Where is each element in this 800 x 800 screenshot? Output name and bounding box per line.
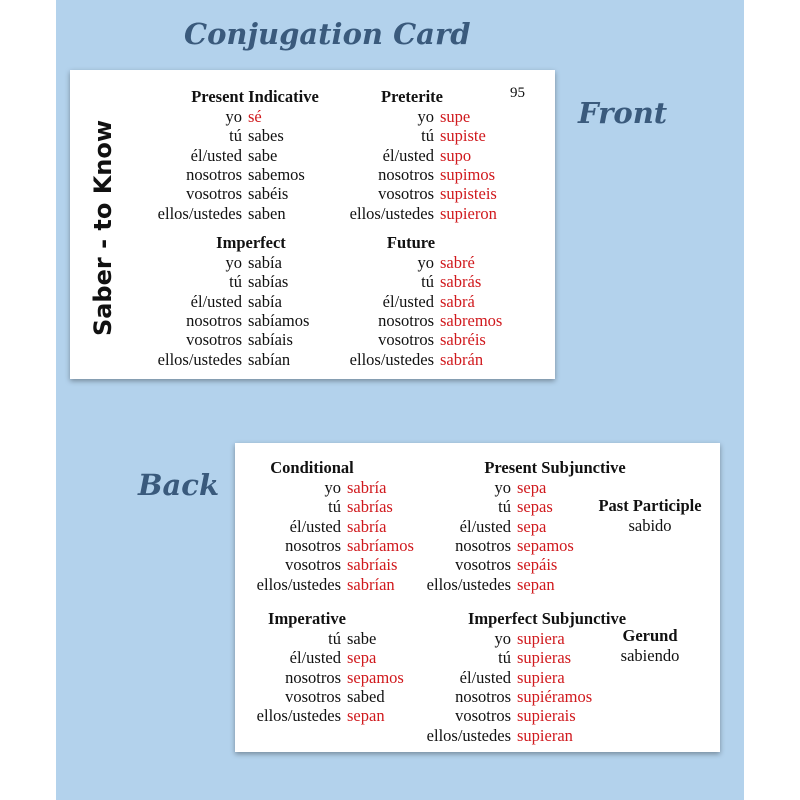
- conjugation-row: [340, 253, 560, 273]
- block-title: Present Indicative: [191, 87, 319, 106]
- past-participle: [590, 496, 710, 536]
- irregular-form: supo: [440, 145, 472, 165]
- irregular-form: sabremos: [440, 310, 503, 330]
- irregular-form: sabrías: [347, 497, 393, 517]
- irregular-form: sepamos: [517, 535, 574, 555]
- conjugation-row: [405, 687, 625, 707]
- irregular-form: supiera: [517, 667, 565, 687]
- gerund: [590, 626, 710, 666]
- conjugation-row: [340, 330, 560, 350]
- block-title: Conditional: [270, 458, 354, 477]
- irregular-form: sepa: [347, 648, 377, 668]
- pronoun: vosotros: [378, 184, 434, 204]
- irregular-form: sabrán: [440, 349, 484, 369]
- irregular-form: supieran: [517, 725, 573, 745]
- conjugation-row: [148, 107, 368, 127]
- regular-form: sabemos: [248, 164, 305, 184]
- pronoun: tú: [229, 272, 242, 292]
- conjugation-row: [148, 272, 368, 292]
- conjugation-row: [340, 292, 560, 312]
- irregular-form: supe: [440, 107, 471, 126]
- pronoun: él/usted: [459, 516, 511, 536]
- irregular-form: supisteis: [440, 184, 497, 204]
- conjugation-row: [148, 330, 368, 350]
- regular-form: sabía: [248, 253, 282, 272]
- gerund-title: Gerund: [622, 626, 678, 645]
- block-title: Imperfect: [216, 233, 286, 252]
- conjugation-row: [148, 253, 368, 273]
- irregular-form: supimos: [440, 164, 496, 184]
- conjugation-row: [340, 107, 560, 127]
- back-card: [235, 443, 720, 752]
- conjugation-row: [340, 184, 560, 204]
- conjugation-row: [148, 165, 368, 185]
- conjugation-row: [340, 165, 560, 185]
- conjugation-row: [340, 204, 560, 224]
- pronoun: tú: [328, 629, 341, 648]
- pronoun: vosotros: [455, 706, 511, 726]
- irregular-form: sabríais: [347, 555, 398, 575]
- conjugation-row: [340, 126, 560, 146]
- conjugation-row: [148, 204, 368, 224]
- irregular-form: sepan: [517, 574, 555, 594]
- pronoun: yo: [225, 107, 242, 126]
- page-title: Conjugation Card: [184, 17, 471, 51]
- conjugation-row: [405, 706, 625, 726]
- block-title: Preterite: [381, 87, 443, 106]
- regular-form: sabe: [347, 629, 377, 648]
- irregular-form: sabría: [347, 516, 387, 536]
- pronoun: nosotros: [455, 535, 511, 555]
- regular-form: sabed: [347, 686, 385, 706]
- regular-form: sabes: [248, 126, 284, 146]
- conjugation-row: [405, 668, 625, 688]
- conjugation-row: [148, 184, 368, 204]
- pronoun: nosotros: [285, 535, 341, 555]
- pronoun: tú: [421, 126, 434, 146]
- irregular-form: supieron: [440, 203, 497, 223]
- pronoun: vosotros: [285, 555, 341, 575]
- pronoun: yo: [225, 253, 242, 272]
- pronoun: nosotros: [455, 686, 511, 706]
- regular-form: sabías: [248, 272, 289, 292]
- pronoun: ellos/ustedes: [349, 349, 434, 369]
- irregular-form: sepa: [517, 478, 547, 497]
- block-title: Imperative: [268, 609, 346, 628]
- irregular-form: sabríamos: [347, 535, 414, 555]
- pronoun: ellos/ustedes: [349, 203, 434, 223]
- pronoun: ellos/ustedes: [256, 706, 341, 726]
- conjugation-row: [405, 726, 625, 746]
- pronoun: nosotros: [285, 667, 341, 687]
- irregular-form: sepa: [517, 516, 547, 536]
- pronoun: tú: [498, 497, 511, 517]
- irregular-form: supierais: [517, 706, 576, 726]
- irregular-form: sabrían: [347, 574, 395, 594]
- pronoun: ellos/ustedes: [426, 725, 511, 745]
- conjugation-block-future: [340, 233, 560, 373]
- irregular-form: sepáis: [517, 555, 558, 575]
- conjugation-row: [340, 146, 560, 166]
- block-title: Imperfect Subjunctive: [467, 609, 627, 628]
- conjugation-row: [340, 272, 560, 292]
- conjugation-row: [405, 575, 625, 595]
- conjugation-block-imperfect: [148, 233, 368, 373]
- pronoun: tú: [328, 497, 341, 517]
- pronoun: tú: [421, 272, 434, 292]
- block-title: Future: [386, 233, 436, 252]
- irregular-form: supieras: [517, 648, 572, 668]
- pronoun: yo: [324, 478, 341, 497]
- pronoun: él/usted: [289, 516, 341, 536]
- front-label: Front: [578, 96, 668, 130]
- regular-form: saben: [248, 203, 286, 223]
- conjugation-row: [340, 311, 560, 331]
- pronoun: tú: [498, 648, 511, 668]
- pronoun: vosotros: [285, 686, 341, 706]
- irregular-form: sé: [248, 107, 262, 126]
- irregular-form: supiera: [517, 629, 565, 648]
- regular-form: sabéis: [248, 184, 289, 204]
- pronoun: yo: [417, 107, 434, 126]
- irregular-form: sabréis: [440, 330, 486, 350]
- conjugation-row: [148, 146, 368, 166]
- pronoun: nosotros: [186, 310, 242, 330]
- pronoun: nosotros: [378, 310, 434, 330]
- regular-form: sabía: [248, 291, 282, 311]
- pronoun: ellos/ustedes: [426, 574, 511, 594]
- pronoun: yo: [494, 629, 511, 648]
- conjugation-row: [148, 350, 368, 370]
- regular-form: sabíamos: [248, 310, 310, 330]
- back-label: Back: [138, 468, 220, 502]
- pronoun: él/usted: [382, 145, 434, 165]
- conjugation-row: [148, 126, 368, 146]
- conjugation-row: [148, 311, 368, 331]
- pronoun: él/usted: [190, 145, 242, 165]
- regular-form: sabían: [248, 349, 291, 369]
- card-number: 95: [510, 85, 525, 101]
- pronoun: vosotros: [455, 555, 511, 575]
- past-participle-title: Past Participle: [598, 496, 702, 515]
- pronoun: yo: [417, 253, 434, 272]
- conjugation-row: [405, 478, 625, 498]
- pronoun: nosotros: [378, 164, 434, 184]
- verb-title: Saber - to Know: [89, 119, 117, 337]
- irregular-form: sabré: [440, 253, 475, 272]
- pronoun: nosotros: [186, 164, 242, 184]
- pronoun: él/usted: [289, 648, 341, 668]
- past-participle-value: sabido: [628, 516, 672, 535]
- irregular-form: sepamos: [347, 667, 404, 687]
- irregular-form: sabrá: [440, 291, 475, 311]
- pronoun: vosotros: [186, 184, 242, 204]
- irregular-form: sabría: [347, 478, 387, 497]
- block-title: Present Subjunctive: [484, 458, 626, 477]
- pronoun: ellos/ustedes: [157, 203, 242, 223]
- front-card: [70, 70, 555, 379]
- pronoun: él/usted: [459, 667, 511, 687]
- conjugation-block-present-indicative: [148, 87, 368, 227]
- pronoun: ellos/ustedes: [157, 349, 242, 369]
- regular-form: sabe: [248, 145, 278, 165]
- pronoun: tú: [229, 126, 242, 146]
- conjugation-row: [405, 536, 625, 556]
- pronoun: vosotros: [186, 330, 242, 350]
- irregular-form: sabrás: [440, 272, 482, 292]
- pronoun: él/usted: [382, 291, 434, 311]
- pronoun: él/usted: [190, 291, 242, 311]
- gerund-value: sabiendo: [620, 646, 680, 665]
- conjugation-row: [405, 555, 625, 575]
- regular-form: sabíais: [248, 330, 293, 350]
- conjugation-block-preterite: [340, 87, 560, 227]
- irregular-form: supiéramos: [517, 686, 593, 706]
- irregular-form: supiste: [440, 126, 486, 146]
- irregular-form: sepas: [517, 497, 553, 517]
- pronoun: ellos/ustedes: [256, 574, 341, 594]
- conjugation-row: [340, 350, 560, 370]
- pronoun: yo: [494, 478, 511, 497]
- irregular-form: sepan: [347, 706, 385, 726]
- conjugation-row: [148, 292, 368, 312]
- pronoun: vosotros: [378, 330, 434, 350]
